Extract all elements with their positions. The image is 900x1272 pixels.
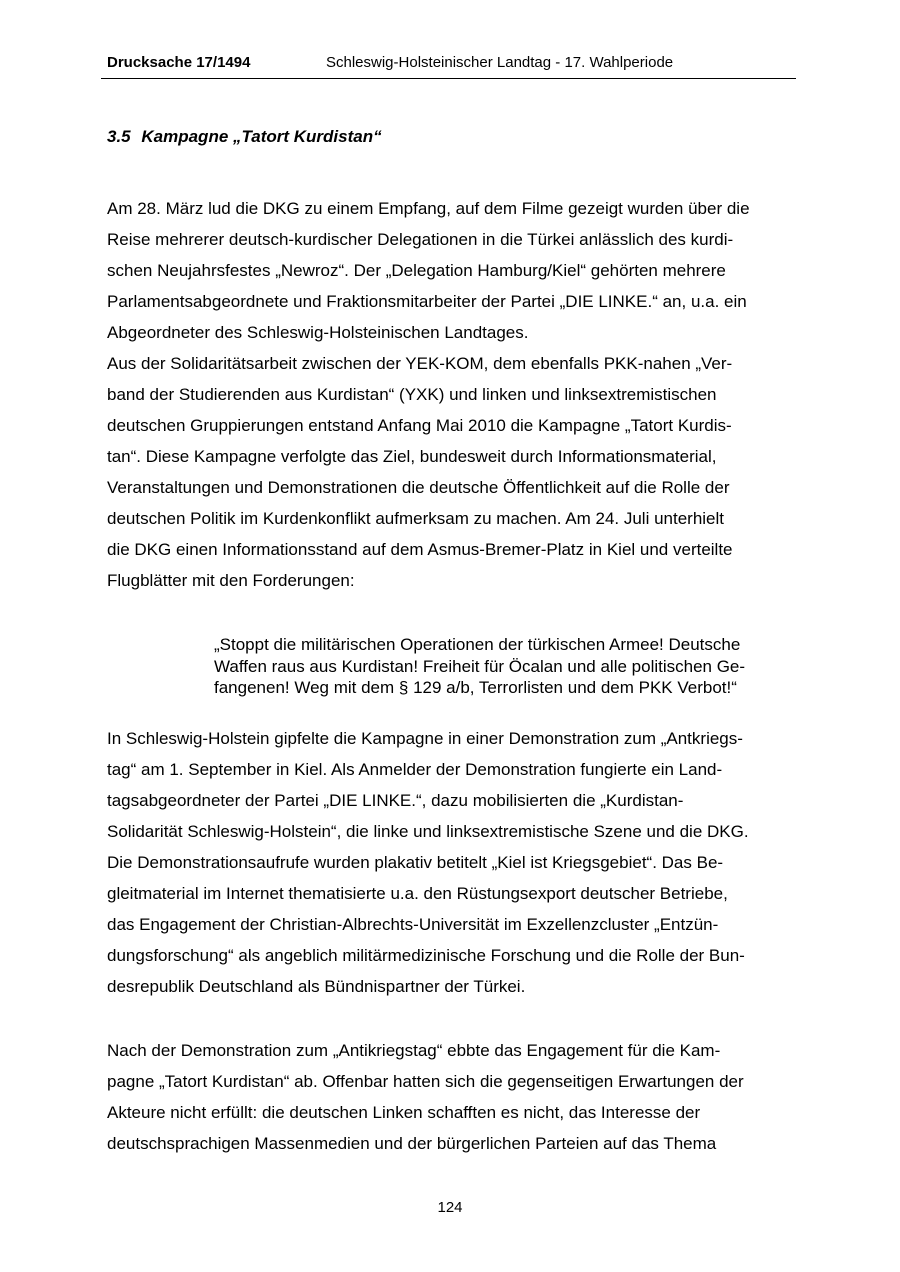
text-line: tan“. Diese Kampagne verfolgte das Ziel, bundesweit durch Informationsmaterial,	[107, 447, 717, 466]
section-number: 3.5	[107, 127, 131, 146]
text-line: das Engagement der Christian-Albrechts-Universität im Exzellenzcluster „Entzün-	[107, 915, 719, 934]
block-quote	[214, 634, 784, 699]
text-line: dungsforschung“ als angeblich militärmedizinische Forschung und die Rolle der Bun-	[107, 946, 745, 965]
text-line: desrepublik Deutschland als Bündnispartner der Türkei.	[107, 977, 526, 996]
text-line: In Schleswig-Holstein gipfelte die Kampagne in einer Demonstration zum „Antkriegs-	[107, 729, 743, 748]
text-line: Am 28. März lud die DKG zu einem Empfang, auf dem Filme gezeigt wurden über die	[107, 199, 750, 218]
text-line: deutschen Politik im Kurdenkonflikt aufmerksam zu machen. Am 24. Juli unterhielt	[107, 509, 725, 528]
section-title: Kampagne „Tatort Kurdistan“	[141, 127, 382, 146]
text-line: Aus der Solidaritätsarbeit zwischen der YEK-KOM, dem ebenfalls PKK-nahen „Ver-	[107, 354, 733, 373]
text-line: Akteure nicht erfüllt: die deutschen Linken schafften es nicht, das Interesse der	[107, 1103, 701, 1122]
quote-line: „Stoppt die militärischen Operationen der türkischen Armee! Deutsche	[214, 635, 741, 654]
text-line: schen Neujahrsfestes „Newroz“. Der „Delegation Hamburg/Kiel“ gehörten mehrere	[107, 261, 726, 280]
paragraph-4	[107, 1035, 797, 1159]
page-header	[101, 52, 796, 79]
page-number: 124	[437, 1199, 463, 1216]
text-line: Nach der Demonstration zum „Antikriegstag“ ebbte das Engagement für die Kam-	[107, 1041, 721, 1060]
text-line: Veranstaltungen und Demonstrationen die deutsche Öffentlichkeit auf die Rolle der	[107, 478, 730, 497]
text-line: Die Demonstrationsaufrufe wurden plakativ betitelt „Kiel ist Kriegsgebiet“. Das Be-	[107, 853, 724, 872]
text-line: die DKG einen Informationsstand auf dem Asmus-Bremer-Platz in Kiel und verteilte	[107, 540, 733, 559]
text-line: gleitmaterial im Internet thematisierte u.a. den Rüstungsexport deutscher Betriebe,	[107, 884, 728, 903]
quote-line: fangenen! Weg mit dem § 129 a/b, Terrorlisten und dem PKK Verbot!“	[214, 678, 737, 697]
text-line: deutschsprachigen Massenmedien und der bürgerlichen Parteien auf das Thema	[107, 1134, 717, 1153]
paragraph-1	[107, 193, 797, 348]
text-line: deutschen Gruppierungen entstand Anfang Mai 2010 die Kampagne „Tatort Kurdis-	[107, 416, 732, 435]
text-line: pagne „Tatort Kurdistan“ ab. Offenbar hatten sich die gegenseitigen Erwartungen der	[107, 1072, 744, 1091]
text-line: Abgeordneter des Schleswig-Holsteinischen Landtages.	[107, 323, 529, 342]
paragraph-2	[107, 348, 797, 596]
text-line: tag“ am 1. September in Kiel. Als Anmelder der Demonstration fungierte ein Land-	[107, 760, 723, 779]
quote-line: Waffen raus aus Kurdistan! Freiheit für Öcalan und alle politischen Ge-	[214, 656, 746, 676]
text-line: Reise mehrerer deutsch-kurdischer Delegationen in die Türkei anlässlich des kurdi-	[107, 230, 734, 249]
section-heading	[107, 127, 382, 147]
document-number: Drucksache 17/1494	[107, 54, 251, 71]
text-line: Solidarität Schleswig-Holstein“, die linke und linksextremistische Szene und die DKG.	[107, 822, 749, 841]
text-line: tagsabgeordneter der Partei „DIE LINKE.“, dazu mobilisierten die „Kurdistan-	[107, 791, 684, 810]
paragraph-3	[107, 723, 797, 1002]
text-line: band der Studierenden aus Kurdistan“ (YXK) und linken und linksextremistischen	[107, 385, 717, 404]
text-line: Flugblätter mit den Forderungen:	[107, 571, 355, 590]
header-title: Schleswig-Holsteinischer Landtag - 17. Wahlperiode	[326, 54, 674, 71]
text-line: Parlamentsabgeordnete und Fraktionsmitarbeiter der Partei „DIE LINKE.“ an, u.a. ein	[107, 292, 747, 311]
